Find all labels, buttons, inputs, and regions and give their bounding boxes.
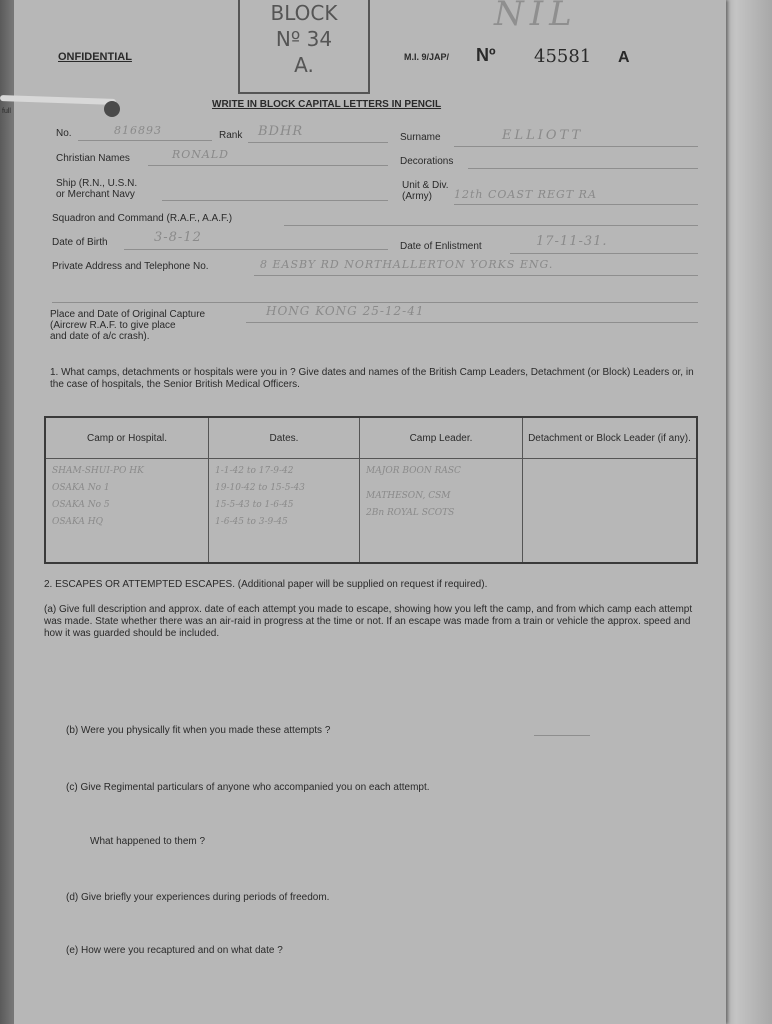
christian-names-label: Christian Names — [56, 153, 130, 164]
serial-number: 45581 — [534, 46, 592, 67]
camps-cell — [45, 459, 209, 564]
leader-entry: MATHESON, CSM — [366, 491, 451, 501]
number-label: Nº — [476, 45, 496, 65]
stamp-line-2: Nº 34 — [275, 27, 333, 51]
decorations-label: Decorations — [400, 156, 454, 167]
unit-label-line-1: Unit & Div. — [402, 180, 449, 191]
stamp-line-1: BLOCK — [270, 1, 338, 25]
handwritten-nil: NIL — [494, 0, 578, 34]
column-dates: Dates. — [209, 417, 360, 459]
question-c: (c) Give Regimental particulars of anyone who accompanied you on each attempt. — [66, 782, 430, 793]
christian-names-value: RONALD — [172, 148, 229, 161]
instruction-heading: WRITE IN BLOCK CAPITAL LETTERS IN PENCIL — [212, 99, 442, 110]
camp-entry: SHAM-SHUI-PO HK — [52, 466, 144, 476]
camps-table — [44, 416, 698, 564]
dob-label: Date of Birth — [52, 237, 108, 248]
capture-label-line-2: (Aircrew R.A.F. to give place — [50, 320, 176, 331]
document-page — [2, 0, 726, 1024]
section-1-question: 1. What camps, detachments or hospitals were you in ? Give dates and names of the British Camp Leaders, Detachment (or Block) Leaders or, in the case of hospitals, the Senior British Medical Officers. — [50, 367, 694, 390]
question-a: (a) Give full description and approx. date of each attempt you made to escape, showing how you left the camp, and from which camp each attempt was made. State whether there was an air-raid in progress at the time or not. If an escape was made from a train or vehicle the approx. speed and how it was guarded should be included. — [44, 604, 693, 639]
surname-label: Surname — [400, 132, 441, 143]
address-value: 8 EASBY RD NORTHALLERTON YORKS ENG. — [260, 258, 554, 271]
question-d: (d) Give briefly your experiences during periods of freedom. — [66, 892, 330, 903]
stamp-line-3: A. — [294, 53, 314, 77]
section-2-heading: 2. ESCAPES OR ATTEMPTED ESCAPES. (Additional paper will be supplied on request if required). — [44, 579, 488, 590]
detachment-cell — [523, 459, 698, 564]
ship-label-line-1: Ship (R.N., U.S.N. — [56, 178, 138, 189]
date-entry: 19-10-42 to 15-5-43 — [215, 483, 305, 493]
leaders-cell — [360, 459, 523, 564]
ship-label — [56, 178, 137, 200]
capture-label-line-1: Place and Date of Original Capture — [50, 309, 206, 320]
unit-label-line-2: (Army) — [402, 191, 432, 202]
camp-entry: OSAKA No 1 — [52, 483, 110, 493]
question-b: (b) Were you physically fit when you made these attempts ? — [66, 725, 331, 736]
capture-value: HONG KONG 25-12-41 — [266, 304, 425, 318]
ship-label-line-2: or Merchant Navy — [56, 189, 135, 200]
column-detachment-leader: Detachment or Block Leader (if any). — [523, 417, 698, 459]
no-label: No. — [56, 128, 72, 139]
form-reference: M.I. 9/JAP/ — [404, 52, 450, 62]
leader-entry: 2Bn ROYAL SCOTS — [366, 508, 455, 518]
date-entry: 1-6-45 to 3-9-45 — [215, 517, 288, 527]
squadron-label: Squadron and Command (R.A.F., A.A.F.) — [52, 213, 233, 224]
no-value: 816893 — [114, 124, 162, 137]
address-label: Private Address and Telephone No. — [52, 261, 209, 272]
date-entry: 15-5-43 to 1-6-45 — [215, 500, 294, 510]
question-e: (e) How were you recaptured and on what date ? — [66, 945, 283, 956]
confidential-label: ONFIDENTIAL — [58, 51, 132, 63]
punch-hole — [104, 101, 120, 117]
enlistment-label: Date of Enlistment — [400, 241, 482, 252]
question-c-followup: What happened to them ? — [90, 836, 206, 847]
dates-cell — [209, 459, 360, 564]
camp-entry: OSAKA HQ — [52, 517, 103, 527]
column-camp-leader: Camp Leader. — [360, 417, 523, 459]
unit-value: 12th COAST REGT RA — [454, 188, 597, 201]
dob-value: 3-8-12 — [154, 230, 202, 245]
camp-entry: OSAKA No 5 — [52, 500, 110, 510]
date-entry: 1-1-42 to 17-9-42 — [215, 466, 294, 476]
capture-label-line-3: and date of a/c crash). — [50, 331, 150, 342]
unit-label — [402, 180, 449, 202]
rank-label: Rank — [219, 130, 243, 141]
column-camp: Camp or Hospital. — [45, 417, 209, 459]
leader-entry: MAJOR BOON RASC — [366, 466, 461, 476]
capture-label — [50, 309, 205, 342]
enlistment-value: 17-11-31. — [536, 234, 608, 249]
rank-value: BDHR — [258, 124, 304, 139]
block-stamp — [238, 0, 370, 94]
serial-suffix: A — [618, 49, 630, 66]
surname-value: ELLIOTT — [502, 128, 584, 143]
margin-text: full — [2, 108, 11, 115]
